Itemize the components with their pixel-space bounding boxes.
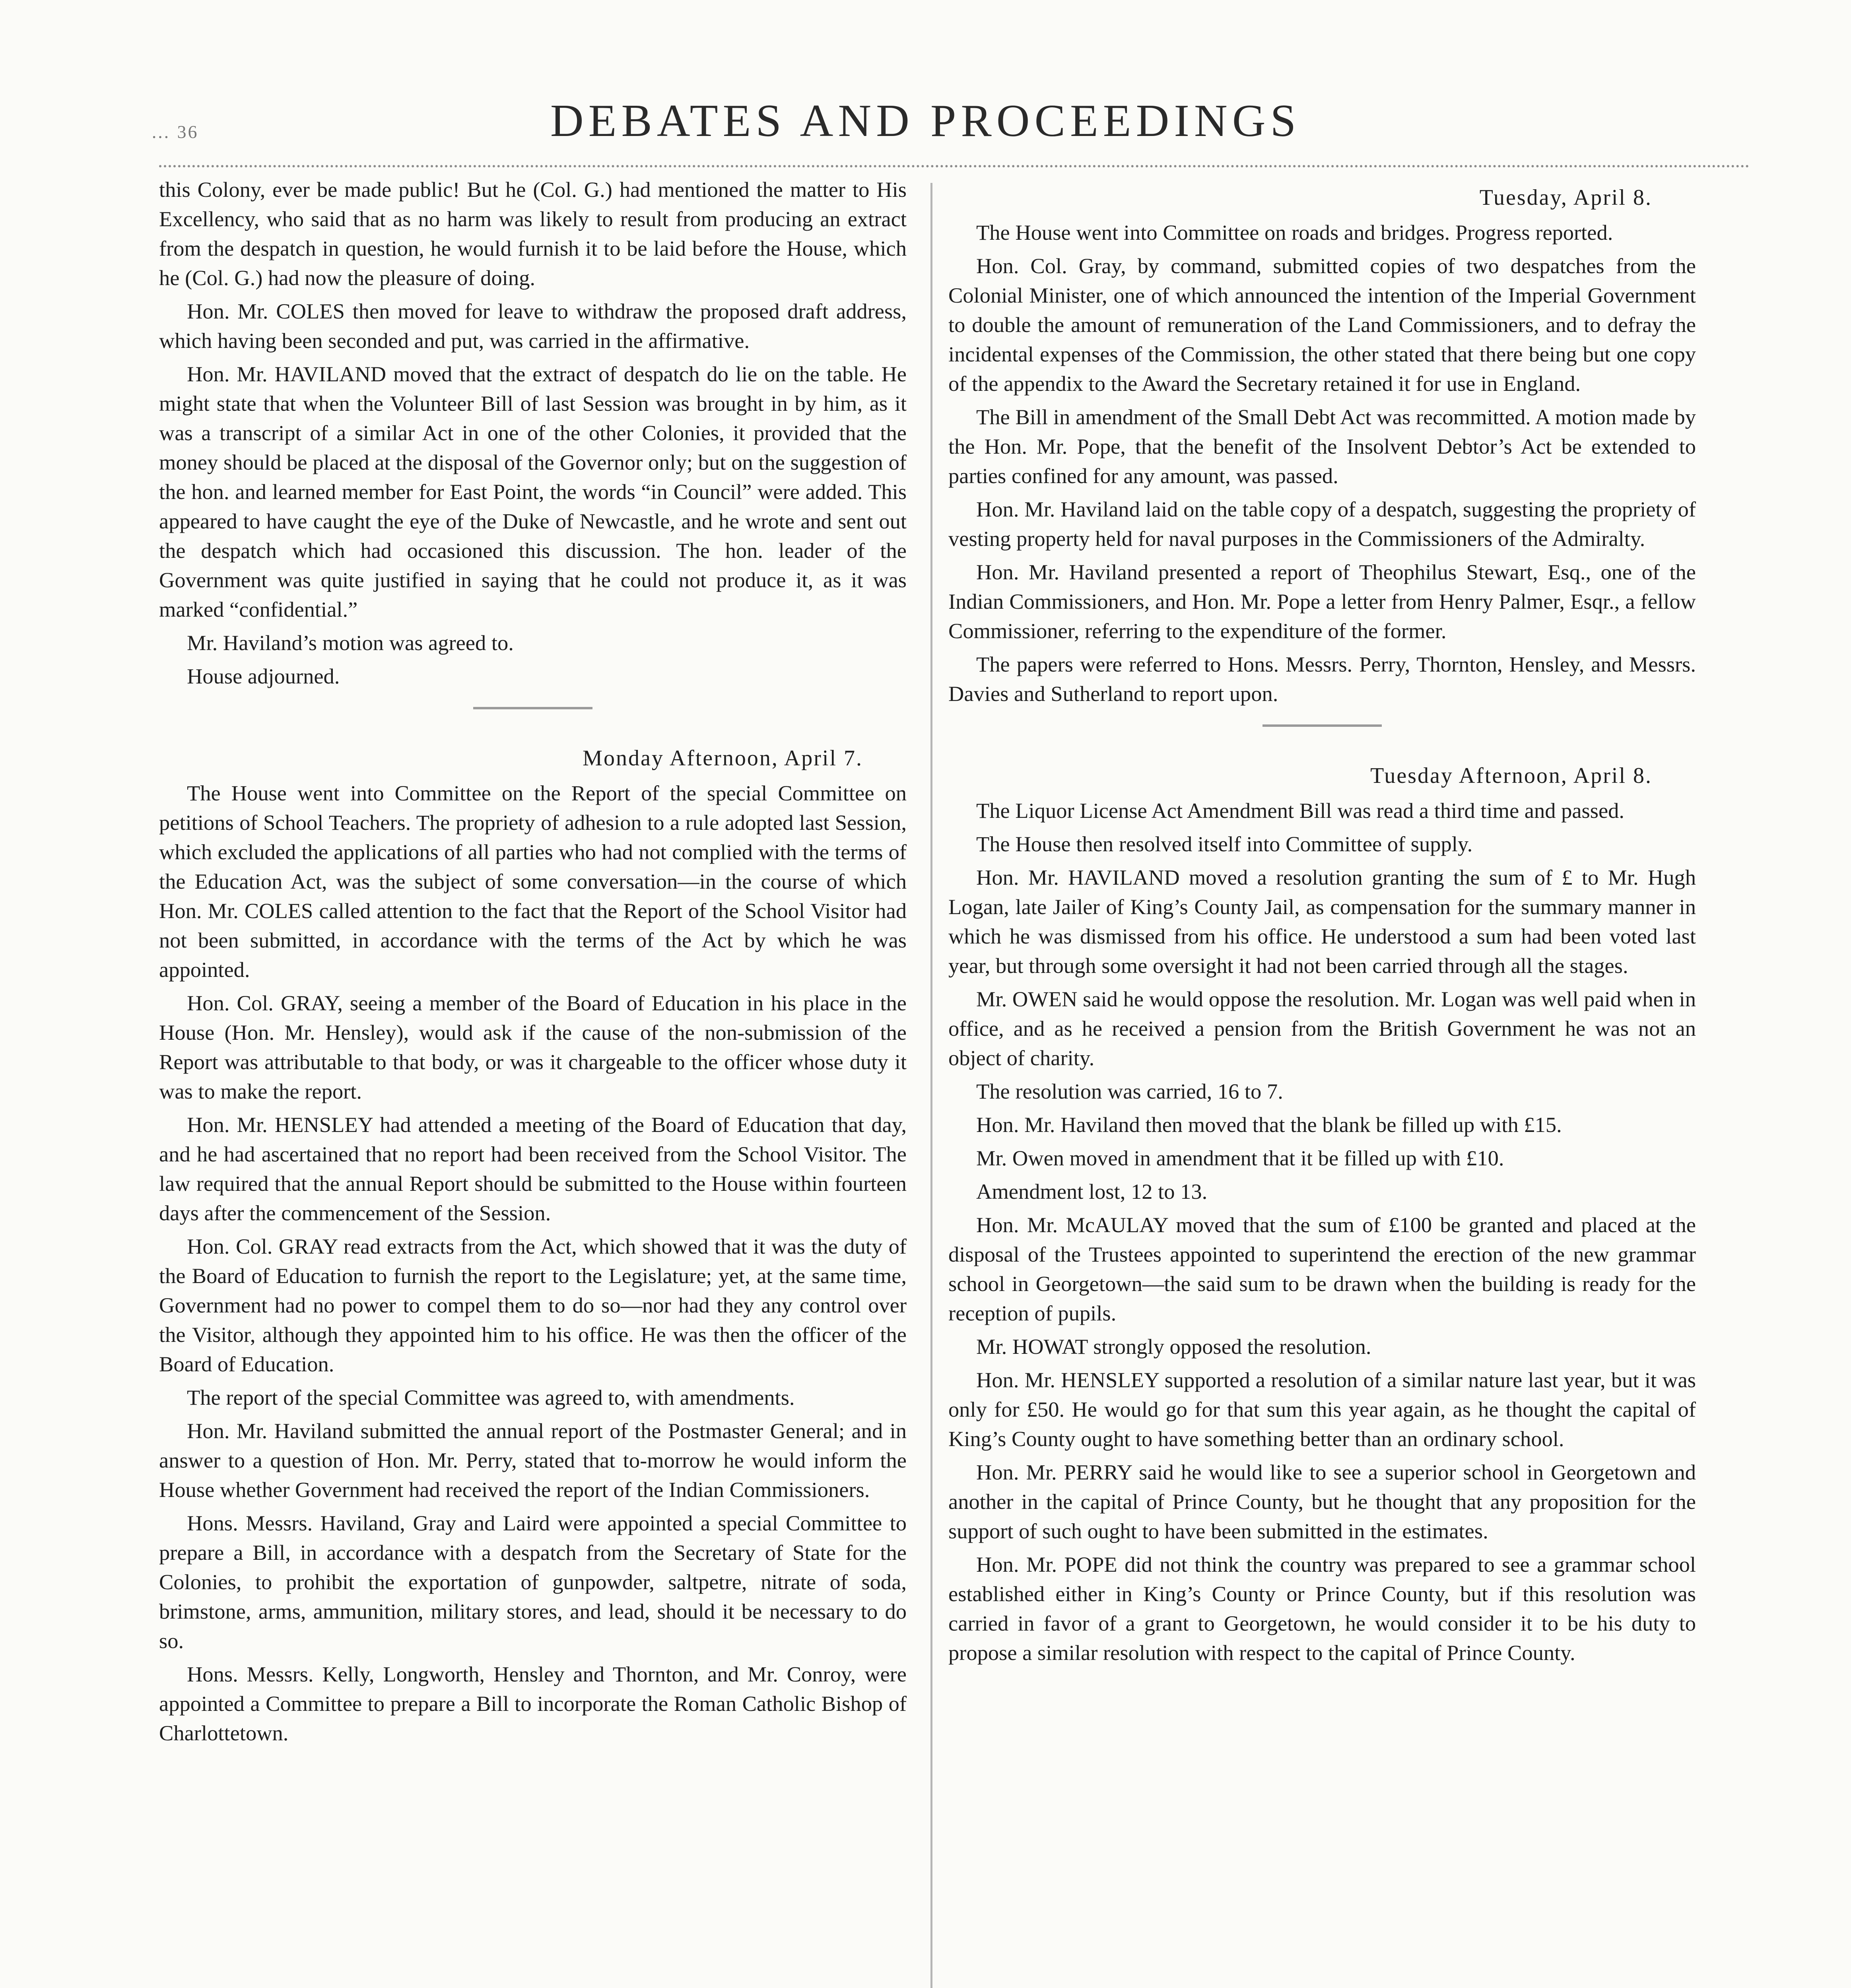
session-dateline: Tuesday, April 8. [1479, 185, 1652, 210]
proceeding-paragraph: Mr. OWEN said he would oppose the resolution. Mr. Logan was well paid when in office, and as he received a pension from the British Government he was not an object of charity. [948, 987, 1696, 1070]
proceeding-paragraph: Hon. Col. GRAY, seeing a member of the Board of Education in his place in the House (Hon. Mr. Hensley), would ask if the cause of the non-submission of the Report was attributable to that body, or was it chargeable to the officer whose duty it was to make the report. [159, 991, 907, 1103]
proceeding-paragraph: Hon. Mr. Haviland laid on the table copy of a despatch, suggesting the propriety of vesting property held for naval purposes in the Commissioners of the Admiralty. [948, 497, 1696, 551]
proceeding-paragraph: Hon. Col. GRAY read extracts from the Act, which showed that it was the duty of the Board of Education to furnish the report to the Legislature; yet, at the same time, Government had no power to compel them to do so—nor had they any control over the Visitor, although they appointed him to his office. He was then the officer of the Board of Education. [159, 1234, 907, 1376]
proceeding-paragraph: The resolution was carried, 16 to 7. [976, 1079, 1283, 1103]
page-number: … 36 [151, 122, 199, 142]
session-dateline: Tuesday Afternoon, April 8. [1370, 763, 1652, 788]
proceeding-paragraph: Hon. Mr. Haviland submitted the annual report of the Postmaster General; and in answer to a question of Hon. Mr. Perry, stated that to-morrow he would inform the House whether Government had received the report of the Indian Commissioners. [159, 1419, 907, 1502]
proceeding-paragraph: Hon. Mr. POPE did not think the country was prepared to see a grammar school established either in King’s County or Prince County, but if this resolution was carried in favor of a grant to Georgetown, he would consider it to be his duty to propose a similar resolution with respect to the capital of Prince County. [948, 1552, 1696, 1665]
proceeding-paragraph: The House then resolved itself into Committee of supply. [976, 832, 1473, 856]
proceeding-paragraph: The Bill in amendment of the Small Debt Act was recommitted. A motion made by the Hon. Mr. Pope, that the benefit of the Insolvent Debtor’s Act be extended to parties confined for any amount, was passed. [948, 405, 1696, 488]
proceeding-paragraph: Amendment lost, 12 to 13. [976, 1179, 1208, 1204]
column-divider [930, 183, 932, 1988]
continued-paragraph: this Colony, ever be made public! But he (Col. G.) had mentioned the matter to His Excellency, who said that as no harm was likely to result from producing an extract from the despatch in question, he would furnish it to be laid before the House, which he (Col. G.) had now the pleasure of doing. [159, 177, 907, 290]
running-head: DEBATES AND PROCEEDINGS [550, 95, 1301, 146]
proceeding-paragraph: The papers were referred to Hons. Messrs. Perry, Thornton, Hensley, and Messrs. Davies and Sutherland to report upon. [948, 652, 1696, 706]
proceeding-paragraph: Mr. Haviland’s motion was agreed to. [187, 631, 514, 655]
proceeding-paragraph: Hon. Mr. COLES then moved for leave to withdraw the proposed draft address, which having been seconded and put, was carried in the affirmative. [159, 299, 907, 353]
proceeding-paragraph: Hon. Mr. HAVILAND moved that the extract of despatch do lie on the table. He might state that when the Volunteer Bill of last Session was brought in by him, as it was a transcript of a similar Act in one of the other Colonies, it provided that the money should be placed at the disposal of the Governor only; but on the suggestion of the hon. and learned member for East Point, the words “in Council” were added. This appeared to have caught the eye of the Duke of Newcastle, and he wrote and sent out the despatch which had occasioned this discussion. The hon. leader of the Government was quite justified in saying that he could not produce it, as it was marked “confidential.” [159, 362, 907, 621]
proceeding-paragraph: Hon. Mr. McAULAY moved that the sum of £100 be granted and placed at the disposal of the Trustees appointed to superintend the erection of the new grammar school in Georgetown—the said sum to be drawn when the building is ready for the reception of pupils. [948, 1213, 1696, 1325]
proceeding-paragraph: Hon. Mr. HAVILAND moved a resolution granting the sum of £ to Mr. Hugh Logan, late Jailer of King’s County Jail, as compensation for the summary manner in which he was dismissed from his office. He understood a sum had been voted last year, but through some oversight it had not been carried through all the stages. [948, 865, 1696, 978]
session-dateline: Monday Afternoon, April 7. [583, 746, 863, 771]
proceeding-paragraph: The Liquor License Act Amendment Bill was read a third time and passed. [976, 798, 1625, 823]
proceeding-paragraph: Hon. Col. Gray, by command, submitted copies of two despatches from the Colonial Minister, one of which announced the intention of the Imperial Government to double the amount of remuneration of the Land Commissioners, and to defray the incidental expenses of the Commission, the other stated that there being but one copy of the appendix to the Award the Secretary retained it for use in England. [948, 254, 1696, 396]
proceeding-paragraph: Hon. Mr. PERRY said he would like to see a superior school in Georgetown and another in the capital of Prince County, but he thought that any proposition for the support of such ought to have been submitted in the estimates. [948, 1460, 1696, 1543]
section-separator [1262, 724, 1382, 727]
proceeding-paragraph: Hon. Mr. HENSLEY had attended a meeting of the Board of Education that day, and he had ascertained that no report had been received from the School Visitor. The law required that the annual Report should be submitted to the House within fourteen days after the commencement of the Session. [159, 1112, 907, 1225]
proceeding-paragraph: Hons. Messrs. Haviland, Gray and Laird were appointed a special Committee to prepare a Bill, in accordance with a despatch from the Secretary of State for the Colonies, to prohibit the exportation of gunpowder, saltpetre, nitrate of soda, brimstone, arms, ammunition, military stores, and lead, should it be necessary to do so. [159, 1511, 907, 1653]
proceeding-paragraph: The report of the special Committee was agreed to, with amendments. [187, 1385, 795, 1409]
header-rule [159, 165, 1750, 167]
proceeding-paragraph: The House went into Committee on the Report of the special Committee on petitions of School Teachers. The propriety of adhesion to a rule adopted last Session, which excluded the applications of all parties who had not complied with the terms of the Education Act, was the subject of some conversation—in the course of which Hon. Mr. COLES called attention to the fact that the Report of the School Visitor had not been submitted, in accordance with the terms of the Act by which he was appointed. [159, 781, 907, 982]
proceeding-paragraph: Hons. Messrs. Kelly, Longworth, Hensley and Thornton, and Mr. Conroy, were appointed a Committee to prepare a Bill to incorporate the Roman Catholic Bishop of Charlottetown. [159, 1662, 907, 1745]
left-column [159, 175, 907, 1752]
proceeding-paragraph: Mr. Owen moved in amendment that it be filled up with £10. [976, 1146, 1504, 1170]
right-column [948, 179, 1696, 1672]
proceeding-paragraph: Hon. Mr. HENSLEY supported a resolution of a similar nature last year, but it was only for £50. He would go for that sum this year again, as he thought the capital of King’s County ought to have something better than an ordinary school. [948, 1368, 1696, 1451]
proceeding-paragraph: House adjourned. [187, 664, 340, 688]
proceeding-paragraph: Hon. Mr. Haviland then moved that the blank be filled up with £15. [976, 1112, 1562, 1137]
proceeding-paragraph: Mr. HOWAT strongly opposed the resolution. [976, 1334, 1371, 1359]
section-separator [473, 707, 592, 709]
proceeding-paragraph: Hon. Mr. Haviland presented a report of Theophilus Stewart, Esq., one of the Indian Commissioners, and Hon. Mr. Pope a letter from Henry Palmer, Esqr., a fellow Commissioner, referring to the expenditure of the former. [948, 560, 1696, 643]
proceeding-paragraph: The House went into Committee on roads and bridges. Progress reported. [976, 220, 1613, 245]
